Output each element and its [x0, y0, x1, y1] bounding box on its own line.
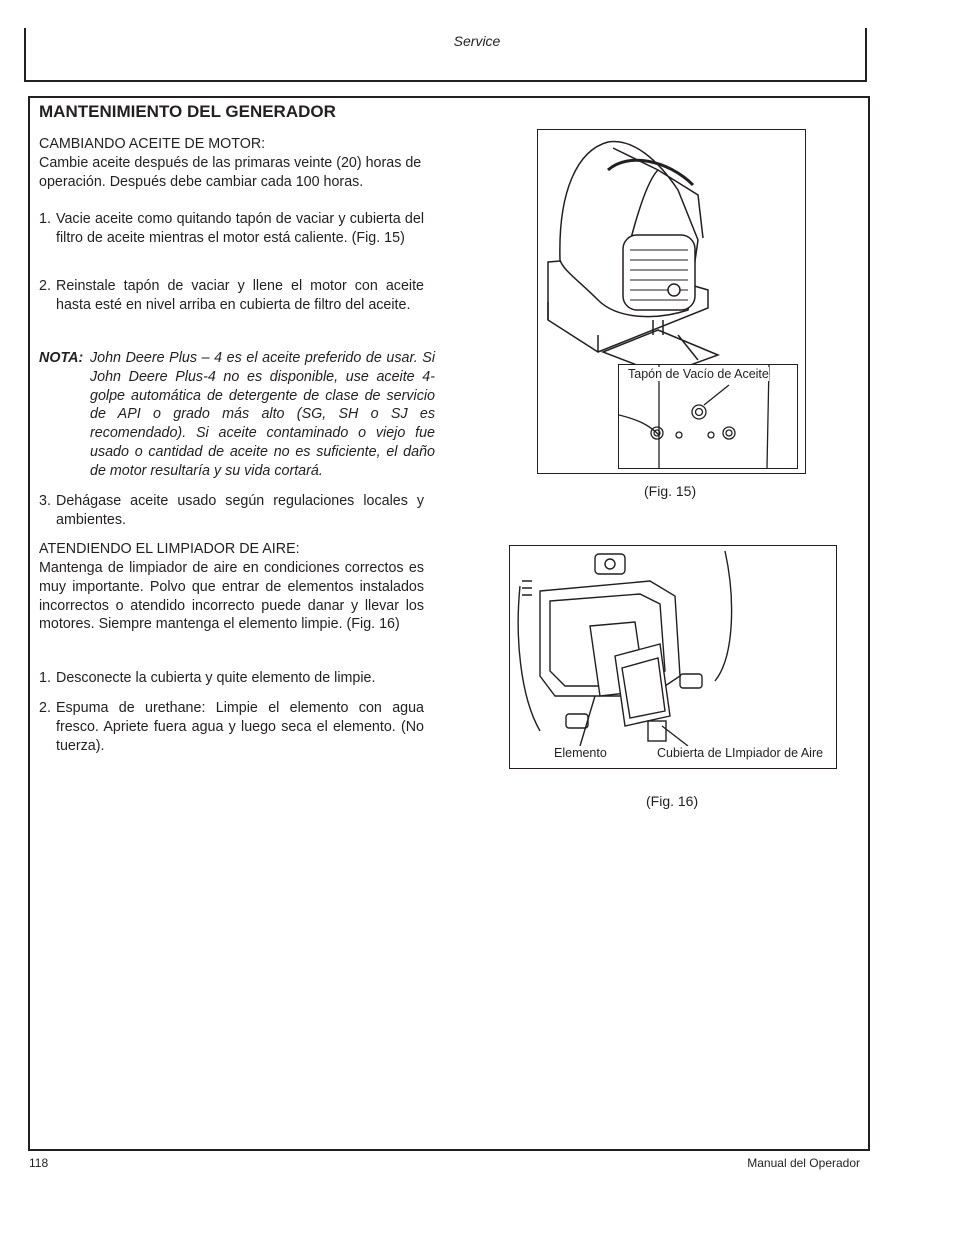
- air-cleaner-illustration: [510, 546, 837, 769]
- note-label: NOTA:: [39, 350, 84, 366]
- oil-step-3: [39, 492, 424, 530]
- step-text: Vacie aceite como quitando tapón de vaciar y cubierta del filtro de aceite mientras el motor está caliente. (Fig. 15): [56, 211, 424, 246]
- figure-16: [509, 545, 837, 769]
- step-text: Dehágase aceite usado según regulaciones locales y ambientes.: [56, 493, 424, 528]
- step-number: 1.: [39, 211, 51, 227]
- element-label: Elemento: [554, 746, 607, 760]
- figure-15: [537, 129, 806, 474]
- oil-step-1: [39, 210, 424, 248]
- air-title: ATENDIENDO EL LIMPIADOR DE AIRE:: [39, 541, 300, 557]
- air-intro: Mantenga de limpiador de aire en condiciones correctos es muy importante. Polvo que entrar de elementos instalados incorrectos o atendido incorrecto puede danar y llevar los motores. Siempre mantenga el elemento limpie. (Fig. 16): [39, 560, 424, 633]
- oil-note: [39, 349, 435, 481]
- note-text: John Deere Plus – 4 es el aceite preferido de usar. Si John Deere Plus-4 no es disponible, use aceite 4-golpe automática de detergente de clase de servicio de API o grado más alto (SG, SH o SJ es recomendado). Si aceite contaminado o viejo fue usado o cantidad de aceite no es suficiente, el daño de motor resultaría y su vida cortará.: [90, 350, 435, 479]
- fig15-caption: (Fig. 15): [644, 483, 697, 499]
- oil-step-2: [39, 277, 424, 315]
- cover-label: Cubierta de LImpiador de Aire: [657, 746, 824, 760]
- step-text: Reinstale tapón de vaciar y llene el motor con aceite hasta esté en nivel arriba en cubierta de filtro del aceite.: [56, 278, 424, 313]
- step-number: 2.: [39, 700, 51, 716]
- section-title: Service: [453, 33, 501, 49]
- fig16-caption: (Fig. 16): [646, 793, 699, 809]
- drain-plug-label: Tapón de Vacío de Aceite: [628, 367, 769, 381]
- air-step-1: [39, 669, 424, 688]
- air-step-2: [39, 699, 424, 755]
- step-number: 1.: [39, 670, 51, 686]
- page-heading: MANTENIMIENTO DEL GENERADOR: [39, 102, 336, 121]
- page-number: 118: [29, 1156, 49, 1170]
- step-text: Espuma de urethane: Limpie el elemento con agua fresco. Apriete fuera agua y luego seca el elemento. (No tuerza).: [56, 700, 424, 754]
- oil-title: CAMBIANDO ACEITE DE MOTOR:: [39, 136, 266, 152]
- step-number: 3.: [39, 493, 51, 509]
- oil-intro: Cambie aceite después de las primaras veinte (20) horas de operación. Después debe cambiar cada 100 horas.: [39, 155, 422, 190]
- step-text: Desconecte la cubierta y quite elemento de limpie.: [56, 670, 376, 686]
- step-number: 2.: [39, 278, 51, 294]
- manual-title: Manual del Operador: [747, 1156, 860, 1170]
